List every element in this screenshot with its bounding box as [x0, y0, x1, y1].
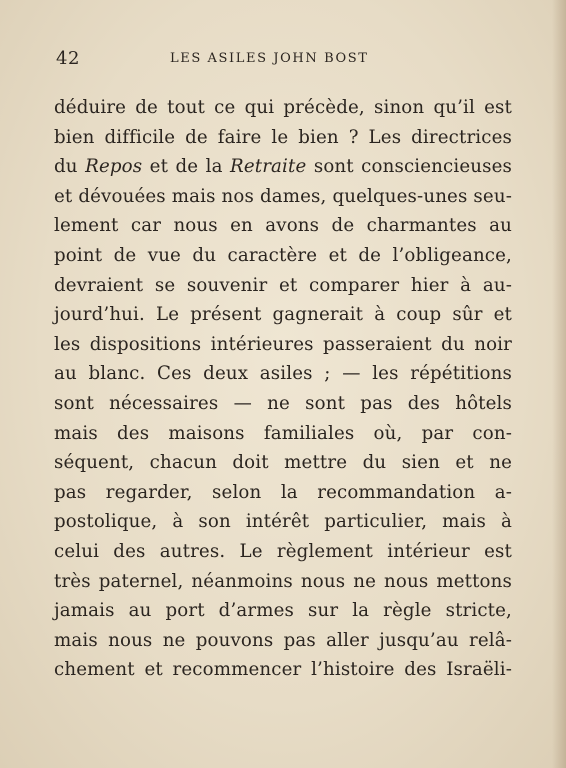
text-segment: sont consciencieuses [306, 156, 512, 178]
italic-title-repos: Repos [85, 156, 143, 178]
text-line: déduire de tout ce qui précède, sinon qu’il est [54, 97, 512, 118]
text-line: très paternel, néanmoins nous ne nous mettons [54, 570, 512, 592]
text-line: pas regarder, selon la recommandation a- [54, 481, 512, 503]
text-line: sont nécessaires — ne sont pas des hôtels [54, 392, 512, 414]
text-line: les dispositions intérieures passeraient du noir [54, 333, 512, 355]
running-head: LES ASILES JOHN BOST [170, 51, 369, 66]
text-segment: du [54, 156, 86, 178]
text-line [54, 152, 512, 182]
text-line: et dévouées mais nos dames, quelques-unes seu- [54, 185, 512, 207]
text-line: bien difficile de faire le bien ? Les directrices [54, 126, 512, 148]
text-line: mais nous ne pouvons pas aller jusqu’au relâ- [54, 629, 512, 651]
page-number: 42 [56, 48, 80, 69]
text-line: devraient se souvenir et comparer hier à au- [54, 274, 512, 296]
text-line: chement et recommencer l’histoire des Israëli- [54, 659, 512, 681]
text-line: jourd’hui. Le présent gagnerait à coup sûr et [54, 304, 512, 326]
text-line: séquent, chacun doit mettre du sien et ne [54, 452, 512, 474]
text-line: au blanc. Ces deux asiles ; — les répétitions [54, 363, 512, 385]
text-line: jamais au port d’armes sur la règle stricte, [54, 600, 512, 622]
italic-title-retraite: Retraite [230, 156, 307, 178]
body-text [54, 93, 512, 685]
text-line: point de vue du caractère et de l’obligeance, [54, 244, 512, 266]
text-line: lement car nous en avons de charmantes au [54, 215, 512, 237]
text-line: celui des autres. Le règlement intérieur est [54, 540, 512, 562]
text-line: postolique, à son intérêt particulier, mais à [54, 511, 512, 533]
text-segment: et de la [142, 156, 230, 178]
page-header [0, 46, 566, 72]
text-line: mais des maisons familiales où, par con- [54, 422, 512, 444]
